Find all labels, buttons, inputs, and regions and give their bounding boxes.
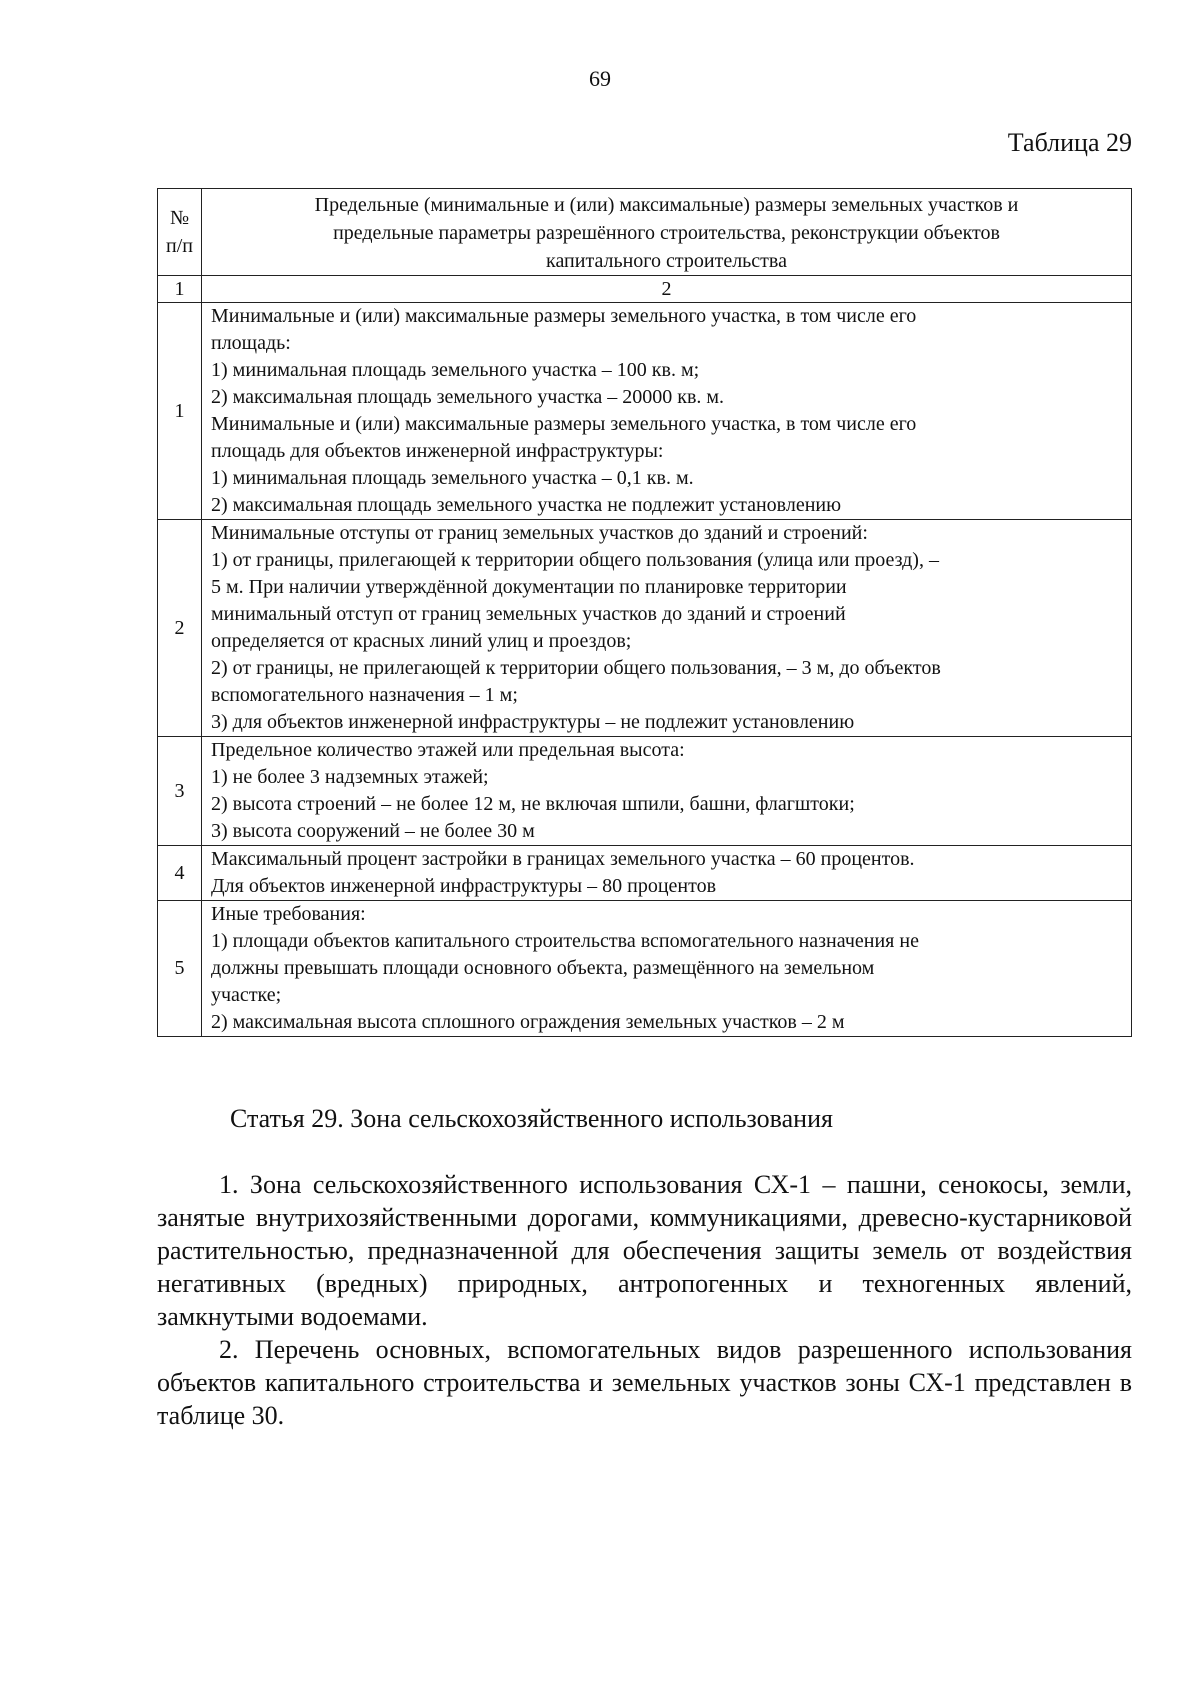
row-line: 3) высота сооружений – не более 30 м	[211, 820, 535, 842]
header-number-line: п/п	[166, 235, 193, 257]
column-index-row	[158, 276, 1132, 303]
row-content	[202, 901, 1132, 1037]
row-line: площадь:	[211, 332, 291, 354]
table-row	[158, 846, 1132, 901]
article-title: Статья 29. Зона сельскохозяйственного использования	[230, 1104, 833, 1133]
row-line: 1) минимальная площадь земельного участка – 0,1 кв. м.	[211, 467, 694, 489]
column-index-1: 1	[158, 276, 202, 303]
header-description-line: капитального строительства	[546, 250, 787, 272]
column-index-2: 2	[202, 276, 1132, 303]
row-line: минимальный отступ от границ земельных участков до зданий и строений	[211, 603, 846, 625]
row-line: 1) минимальная площадь земельного участка – 100 кв. м;	[211, 359, 700, 381]
row-line: Минимальные и (или) максимальные размеры земельного участка, в том числе его	[211, 305, 917, 327]
body-paragraph: 1. Зона сельскохозяйственного использования СХ-1 – пашни, сенокосы, земли, занятые внутрихозяйственными дорогами, коммуникациями, древесно-кустарниковой растительностью, предназначенной для обеспечения защиты земель от воздействия негативных (вредных) природных, антропогенных и техногенных явлений, замкнутыми водоемами.	[157, 1170, 1132, 1331]
row-line: 5 м. При наличии утверждённой документации по планировке территории	[211, 576, 847, 598]
row-line: 1) площади объектов капитального строительства вспомогательного назначения не	[211, 930, 919, 952]
row-line: вспомогательного назначения – 1 м;	[211, 684, 518, 706]
body-paragraph: 2. Перечень основных, вспомогательных видов разрешенного использования объектов капитального строительства и земельных участков зоны СХ-1 представлен в таблице 30.	[157, 1335, 1132, 1430]
row-line: 1) от границы, прилегающей к территории общего пользования (улица или проезд), –	[211, 549, 939, 571]
row-line: Минимальные отступы от границ земельных участков до зданий и строений:	[211, 522, 868, 544]
row-line: определяется от красных линий улиц и проездов;	[211, 630, 632, 652]
header-number-line: №	[169, 207, 190, 229]
row-line: Минимальные и (или) максимальные размеры земельного участка, в том числе его	[211, 413, 917, 435]
row-line: Предельное количество этажей или предельная высота:	[211, 739, 685, 761]
row-line: 2) максимальная площадь земельного участка – 20000 кв. м.	[211, 386, 725, 408]
row-line: Максимальный процент застройки в границах земельного участка – 60 процентов.	[211, 848, 915, 870]
row-line: Для объектов инженерной инфраструктуры – 80 процентов	[211, 875, 717, 897]
row-content	[202, 846, 1132, 901]
row-line: 3) для объектов инженерной инфраструктуры – не подлежит установлению	[211, 711, 855, 733]
header-description-cell	[202, 189, 1132, 276]
table-row	[158, 737, 1132, 846]
row-line: площадь для объектов инженерной инфраструктуры:	[211, 440, 664, 462]
row-number: 1	[158, 303, 202, 520]
requirements-table	[157, 188, 1132, 1037]
page-number: 69	[589, 66, 611, 91]
row-number: 2	[158, 520, 202, 737]
row-line: 1) не более 3 надземных этажей;	[211, 766, 489, 788]
row-line: 2) высота строений – не более 12 м, не включая шпили, башни, флагштоки;	[211, 793, 855, 815]
row-content	[202, 303, 1132, 520]
row-line: должны превышать площади основного объекта, размещённого на земельном	[211, 957, 875, 979]
row-number: 4	[158, 846, 202, 901]
row-number: 5	[158, 901, 202, 1037]
row-content	[202, 520, 1132, 737]
table-row	[158, 520, 1132, 737]
table-row	[158, 901, 1132, 1037]
table-row	[158, 303, 1132, 520]
row-line: участке;	[211, 984, 282, 1006]
row-line: 2) от границы, не прилегающей к территории общего пользования, – 3 м, до объектов	[211, 657, 941, 679]
header-number-cell	[158, 189, 202, 276]
table-header-row	[158, 189, 1132, 276]
header-description-line: предельные параметры разрешённого строительства, реконструкции объектов	[333, 222, 1000, 244]
row-line: Иные требования:	[211, 903, 366, 925]
row-line: 2) максимальная высота сплошного ограждения земельных участков – 2 м	[211, 1011, 845, 1033]
header-description-line: Предельные (минимальные и (или) максимальные) размеры земельных участков и	[314, 194, 1019, 216]
row-content	[202, 737, 1132, 846]
table-caption: Таблица 29	[1007, 128, 1132, 157]
row-line: 2) максимальная площадь земельного участка не подлежит установлению	[211, 494, 842, 516]
row-number: 3	[158, 737, 202, 846]
